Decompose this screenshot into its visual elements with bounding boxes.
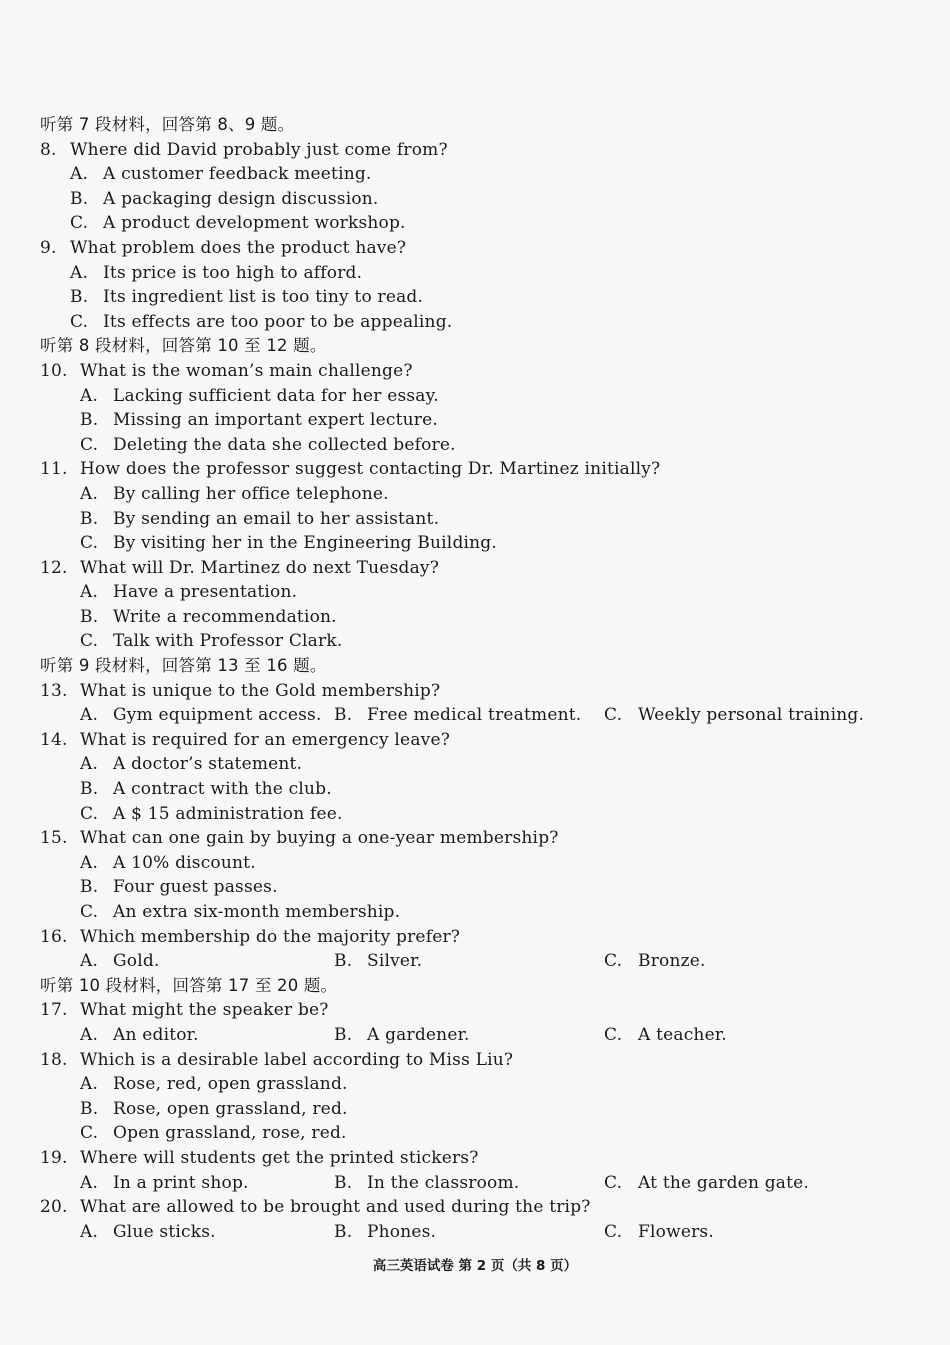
option-text: A 10% discount. [113, 852, 256, 873]
option-label: C. [70, 213, 89, 234]
question-number: 13. [40, 680, 68, 701]
option-label: A. [80, 705, 99, 726]
option-a [0, 162, 950, 187]
options-row [0, 1171, 950, 1196]
question-number: 9. [40, 237, 57, 258]
option-a [0, 482, 950, 507]
option-text: Missing an important expert lecture. [113, 410, 438, 431]
option-text: By visiting her in the Engineering Building. [113, 533, 497, 554]
question-stem: What will Dr. Martinez do next Tuesday? [80, 557, 440, 578]
question-number: 18. [40, 1049, 68, 1070]
option-text: Weekly personal training. [638, 705, 865, 726]
option-label: C. [80, 902, 99, 922]
question-number: 15. [40, 828, 68, 849]
option-text: A product development workshop. [103, 213, 406, 234]
section-heading-7: 听第 7 段材料，回答第 8、9 题。 [40, 115, 295, 134]
option-label: B. [334, 1024, 353, 1045]
option-text: By sending an email to her assistant. [113, 508, 440, 529]
options-row [0, 703, 950, 728]
option-label: A. [80, 483, 99, 504]
question-10 [0, 359, 950, 384]
option-a [0, 752, 950, 777]
question-13 [0, 679, 950, 704]
option-c [0, 802, 950, 827]
option-text: Rose, open grassland, red. [113, 1098, 348, 1119]
option-text: A customer feedback meeting. [103, 164, 372, 185]
option-label: B. [80, 410, 99, 431]
option-text: Rose, red, open grassland. [113, 1074, 348, 1095]
option-label: A. [70, 164, 89, 185]
section-heading-8: 听第 8 段材料，回答第 10 至 12 题。 [40, 336, 327, 356]
option-label: A. [80, 1221, 99, 1242]
question-number: 10. [40, 360, 68, 381]
option-text: A contract with the club. [113, 779, 332, 800]
option-text: A teacher. [638, 1024, 727, 1045]
option-c [0, 629, 950, 654]
question-9 [0, 236, 950, 261]
question-12 [0, 556, 950, 581]
question-17 [0, 998, 950, 1023]
option-label: A. [80, 951, 99, 972]
option-text: Its ingredient list is too tiny to read. [103, 287, 424, 308]
question-16 [0, 925, 950, 950]
option-c [0, 900, 950, 925]
question-number: 16. [40, 926, 68, 947]
option-label: C. [604, 1172, 623, 1193]
option-text: In the classroom. [367, 1172, 520, 1193]
option-label: B. [70, 287, 89, 308]
question-stem: What is unique to the Gold membership? [80, 680, 441, 701]
option-c [0, 211, 950, 236]
options-row [0, 1220, 950, 1245]
option-text: A $ 15 administration fee. [113, 803, 343, 824]
options-row [0, 1023, 950, 1048]
option-label: B. [80, 877, 99, 898]
question-number: 12. [40, 557, 68, 578]
option-b [0, 1097, 950, 1122]
question-stem: Where did David probably just come from? [70, 139, 448, 160]
option-b [0, 507, 950, 532]
page-footer: 高三英语试卷 第 2 页（共 8 页） [372, 1258, 578, 1274]
option-c [0, 433, 950, 458]
option-text: Its effects are too poor to be appealing. [103, 311, 453, 332]
option-label: C. [80, 803, 99, 824]
question-stem: What is required for an emergency leave? [80, 729, 451, 750]
option-a [0, 261, 950, 286]
option-text: A gardener. [367, 1024, 470, 1045]
question-stem: What is the woman’s main challenge? [80, 360, 413, 381]
option-c [0, 310, 950, 335]
option-label: B. [80, 508, 99, 529]
section-heading-10: 听第 10 段材料，回答第 17 至 20 题。 [40, 975, 338, 995]
option-text: An editor. [113, 1024, 199, 1045]
option-text: Phones. [367, 1221, 437, 1242]
option-label: A. [80, 385, 99, 406]
options-row [0, 949, 950, 974]
option-a [0, 384, 950, 409]
question-stem: Where will students get the printed stickers? [80, 1147, 479, 1168]
option-b [0, 875, 950, 900]
question-18 [0, 1048, 950, 1073]
option-label: C. [80, 1123, 99, 1144]
question-19 [0, 1146, 950, 1171]
option-label: B. [70, 188, 89, 209]
question-stem: What problem does the product have? [70, 237, 407, 258]
option-label: B. [334, 705, 353, 726]
option-label: A. [80, 852, 99, 873]
option-c [0, 531, 950, 556]
option-label: A. [80, 1074, 99, 1095]
question-20 [0, 1195, 950, 1220]
option-text: Open grassland, rose, red. [113, 1123, 347, 1144]
option-text: Four guest passes. [113, 877, 278, 898]
question-stem: What can one gain by buying a one-year membership? [80, 828, 559, 849]
option-label: A. [80, 1172, 99, 1193]
question-stem: What are allowed to be brought and used during the trip? [80, 1197, 591, 1218]
question-14 [0, 728, 950, 753]
question-stem: What might the speaker be? [80, 1000, 329, 1021]
option-b [0, 605, 950, 630]
question-stem: Which is a desirable label according to Miss Liu? [80, 1049, 514, 1070]
option-text: A doctor’s statement. [113, 754, 303, 775]
option-text: Have a presentation. [113, 582, 298, 603]
question-stem: Which membership do the majority prefer? [80, 926, 461, 947]
option-text: Deleting the data she collected before. [113, 434, 456, 455]
option-label: B. [80, 606, 99, 627]
option-text: An extra six-month membership. [113, 902, 401, 922]
option-label: B. [334, 1172, 353, 1193]
option-a [0, 851, 950, 876]
option-a [0, 580, 950, 605]
option-label: C. [604, 705, 623, 726]
question-number: 20. [40, 1197, 68, 1218]
option-text: A packaging design discussion. [103, 188, 379, 209]
question-11 [0, 457, 950, 482]
question-number: 19. [40, 1147, 68, 1168]
option-label: C. [80, 631, 99, 652]
section-heading-9: 听第 9 段材料，回答第 13 至 16 题。 [40, 656, 327, 676]
option-label: B. [334, 1221, 353, 1242]
option-text: By calling her office telephone. [113, 483, 389, 504]
option-c [0, 1121, 950, 1146]
option-text: Write a recommendation. [113, 606, 337, 627]
option-text: At the garden gate. [638, 1172, 810, 1193]
option-b [0, 408, 950, 433]
option-text: Lacking sufficient data for her essay. [113, 385, 439, 406]
option-label: C. [70, 311, 89, 332]
option-label: C. [604, 1024, 623, 1045]
question-number: 14. [40, 729, 68, 750]
option-label: C. [80, 434, 99, 455]
option-label: A. [70, 262, 89, 283]
option-label: A. [80, 754, 99, 775]
option-text: Bronze. [638, 951, 706, 972]
option-label: C. [80, 533, 99, 554]
question-stem: How does the professor suggest contacting Dr. Martinez initially? [80, 459, 661, 480]
option-text: Talk with Professor Clark. [113, 631, 343, 652]
option-text: Its price is too high to afford. [103, 262, 363, 283]
option-b [0, 285, 950, 310]
option-b [0, 777, 950, 802]
option-text: Gold. [113, 951, 160, 972]
option-text: Free medical treatment. [367, 705, 582, 726]
option-text: In a print shop. [113, 1172, 249, 1193]
option-label: C. [604, 1221, 623, 1242]
option-text: Silver. [367, 951, 423, 972]
exam-page [0, 113, 950, 1244]
option-label: C. [604, 951, 623, 972]
option-label: B. [334, 951, 353, 972]
option-a [0, 1072, 950, 1097]
option-text: Gym equipment access. [113, 705, 322, 726]
option-label: A. [80, 1024, 99, 1045]
question-number: 11. [40, 459, 68, 480]
option-text: Glue sticks. [113, 1221, 216, 1242]
option-b [0, 187, 950, 212]
question-15 [0, 826, 950, 851]
question-number: 17. [40, 1000, 68, 1021]
option-text: Flowers. [638, 1221, 714, 1242]
option-label: B. [80, 779, 99, 800]
option-label: B. [80, 1098, 99, 1119]
question-number: 8. [40, 139, 57, 160]
option-label: A. [80, 582, 99, 603]
question-8 [0, 138, 950, 163]
